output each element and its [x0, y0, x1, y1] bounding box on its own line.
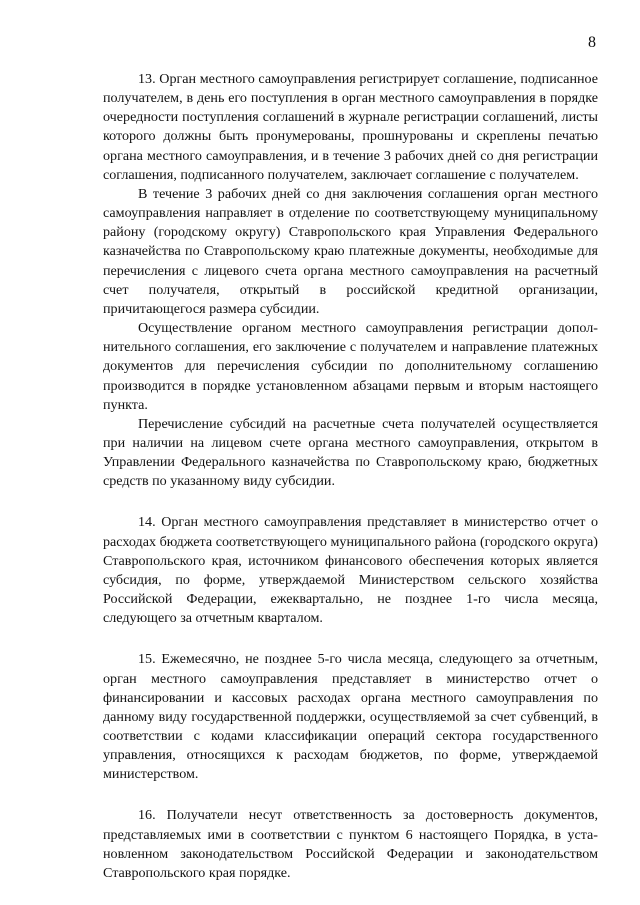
- paragraph-14: 14. Орган местного самоуправления представляет в министерство отчет о расходах бюджета соответствующего муниципального района (городского округа) Ставропольского края, источником финансового обеспечения которых является субсидия, по форме, утверждаемой Министерством сельского хозяйства Российской Федерации, ежеквартально, не позднее 1-го числа месяца, следующего за отчетным кварталом.: [103, 514, 598, 627]
- paragraph-13-part-2: В течение 3 рабочих дней со дня заключения соглашения орган местного самоуправления направляет в отделение по соответствующему муниципальному району (городскому округу) Ставропольского края Управления Федерального казначейства по Ставропольскому краю платежные документы, необходимые для перечисления с лицевого счета органа местного самоуправления на расчетный счет получателя, открытый в российской кредитной организации, причитающегося размера субсидии.: [103, 185, 598, 317]
- section-spacer: [103, 784, 598, 806]
- paragraph-13-part-3: Осуществление органом местного самоуправления регистрации дополнительного соглашения, его заключение с получателем и направление платежных документов для перечисления субсидии по дополнительному соглашению производится в порядке установленном абзацами первым и вторым настоящего пункта.: [103, 320, 598, 413]
- paragraph-13: 13. Орган местного самоуправления регистрирует соглашение, подписанное получателем, в день его поступления в орган местного самоуправления в порядке очередности поступления соглашений в журнале регистрации соглашений, листы которого должны быть пронумерованы, прошнурованы и скреплены печатью органа местного самоуправления, и в течение 3 рабочих дней со дня регистрации соглашения, подписанного получателем, заключает соглашение с получателем.: [103, 71, 598, 183]
- section-spacer: [103, 491, 598, 513]
- paragraph-16: 16. Получатели несут ответственность за достоверность документов, представляемых ими в соответствии с пунктом 6 настоящего Порядка, в установленном законодательством Российской Федерации и законодательством Ставропольского края порядке.: [103, 807, 598, 881]
- document-body: [103, 70, 598, 883]
- paragraph-13-part-4: Перечисление субсидий на расчетные счета получателей осуществляется при наличии на лицевом счете органа местного самоуправления, открытом в Управлении Федерального казначейства по Ставропольскому краю, бюджетных средств по указанному виду субсидии.: [103, 415, 598, 490]
- paragraph-15: 15. Ежемесячно, не позднее 5-го числа месяца, следующего за отчетным, орган местного самоуправления представляет в министерство отчет о финансировании и кассовых расходах органа местного самоуправления по данному виду государственной поддержки, осуществляемой за счет субвенций, в соответствии с кодами классификации операций сектора государственного управления, относящихся к расходам бюджетов, по форме, утверждаемой министерством.: [103, 651, 598, 783]
- page-number: 8: [588, 34, 596, 51]
- section-spacer: [103, 628, 598, 650]
